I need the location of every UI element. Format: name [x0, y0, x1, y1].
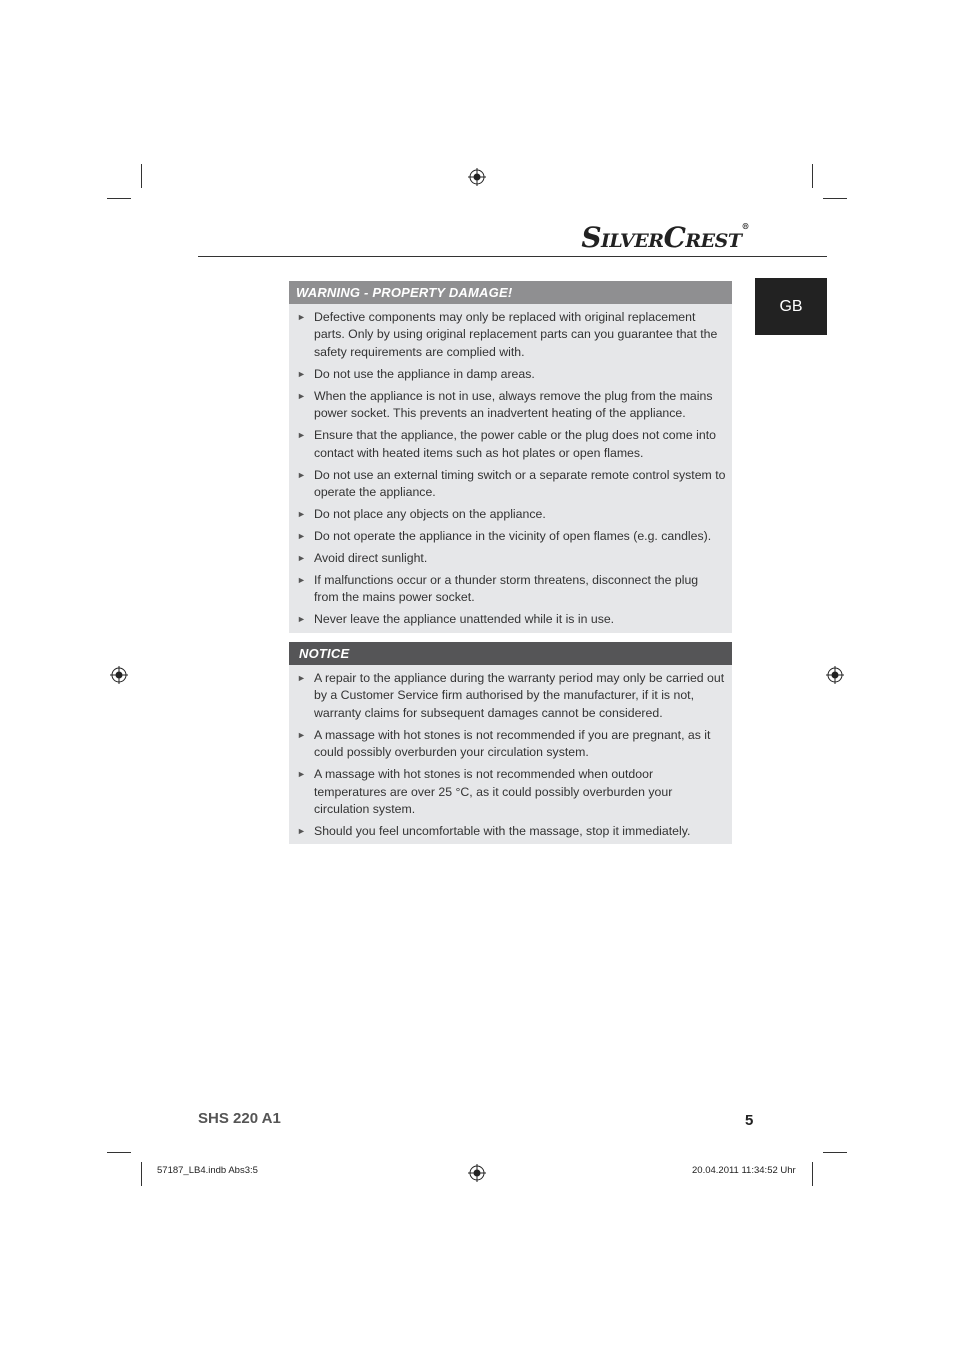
- list-item: [297, 388, 726, 423]
- list-item-text: Do not place any objects on the appliance.: [314, 507, 546, 522]
- list-item: [297, 572, 726, 607]
- brand-logo: [581, 221, 749, 254]
- crop-mark-bottom-right-vertical: [812, 1162, 813, 1186]
- triangle-bullet-icon: ►: [297, 368, 306, 379]
- list-item: [297, 309, 726, 361]
- list-item: [297, 506, 726, 523]
- notice-list: [289, 665, 732, 844]
- triangle-bullet-icon: ►: [297, 312, 306, 322]
- triangle-bullet-icon: ►: [297, 826, 306, 837]
- list-item: [297, 467, 726, 502]
- logo-letter: C: [663, 221, 686, 254]
- crop-mark-bottom-left-vertical: [141, 1162, 142, 1186]
- list-item-text: A massage with hot stones is not recommended if you are pregnant, as it could possibly overburden your circulation system.: [314, 727, 711, 760]
- crop-mark-bottom-left-horizontal: [107, 1152, 131, 1153]
- warning-box: [289, 281, 732, 633]
- list-item: [297, 727, 726, 762]
- triangle-bullet-icon: ►: [297, 729, 306, 740]
- list-item: [297, 366, 726, 383]
- list-item: [297, 611, 726, 628]
- registration-mark-icon: [826, 666, 844, 684]
- crop-mark-top-left-vertical: [141, 164, 142, 188]
- triangle-bullet-icon: ►: [297, 673, 306, 683]
- crop-mark-bottom-right-horizontal: [823, 1152, 847, 1153]
- list-item-text: Should you feel uncomfortable with the massage, stop it immediately.: [314, 824, 691, 839]
- notice-box: [289, 642, 732, 844]
- triangle-bullet-icon: ►: [297, 769, 306, 780]
- list-item-text: Do not use the appliance in damp areas.: [314, 366, 535, 381]
- list-item-text: Do not use an external timing switch or a separate remote control system to operate the appliance.: [314, 467, 726, 500]
- list-item-text: Avoid direct sunlight.: [314, 551, 428, 566]
- notice-title: NOTICE: [289, 642, 732, 665]
- logo-letters: ILVER: [601, 230, 664, 252]
- language-tab: GB: [755, 278, 827, 335]
- registration-mark-icon: [110, 666, 128, 684]
- slug-timestamp: 20.04.2011 11:34:52 Uhr: [692, 1165, 796, 1176]
- triangle-bullet-icon: ►: [297, 614, 306, 625]
- triangle-bullet-icon: ►: [297, 430, 306, 441]
- list-item-text: A massage with hot stones is not recommended when outdoor temperatures are over 25 °C, as it could possibly overburden your circulation system.: [314, 767, 673, 817]
- list-item: [297, 670, 726, 722]
- slug-file: 57187_LB4.indb Abs3:5: [157, 1165, 258, 1176]
- list-item-text: Defective components may only be replaced with original replacement parts. Only by using original replacement parts can you guarantee that the safety requirements are complied with.: [314, 310, 718, 359]
- warning-title: WARNING - PROPERTY DAMAGE!: [289, 281, 732, 304]
- list-item: [297, 427, 726, 462]
- list-item: [297, 550, 726, 567]
- page-number: 5: [745, 1112, 754, 1129]
- registration-mark-icon: [468, 1164, 486, 1182]
- crop-mark-top-left-horizontal: [107, 198, 131, 199]
- model-number: SHS 220 A1: [198, 1110, 281, 1127]
- list-item: [297, 528, 726, 545]
- list-item-text: If malfunctions occur or a thunder storm threatens, disconnect the plug from the mains power socket.: [314, 573, 699, 605]
- registration-mark-icon: [468, 168, 486, 186]
- list-item-text: Do not operate the appliance in the vicinity of open flames (e.g. candles).: [314, 529, 712, 544]
- list-item: [297, 823, 726, 840]
- list-item-text: A repair to the appliance during the warranty period may only be carried out by a Customer Service firm authorised by the manufacturer, if it is not, warranty claims for subsequent damages cannot be considered.: [314, 671, 725, 720]
- list-item-text: When the appliance is not in use, always remove the plug from the mains power socket. This prevents an inadvertent heating of the appliance.: [314, 388, 713, 421]
- logo-letter: S: [581, 221, 602, 254]
- triangle-bullet-icon: ►: [297, 531, 306, 542]
- triangle-bullet-icon: ►: [297, 390, 306, 401]
- triangle-bullet-icon: ►: [297, 469, 306, 480]
- triangle-bullet-icon: ►: [297, 553, 306, 564]
- list-item-text: Never leave the appliance unattended while it is in use.: [314, 612, 615, 627]
- warning-list: [289, 304, 732, 633]
- list-item: [297, 766, 726, 818]
- registered-mark: ®: [741, 221, 749, 231]
- triangle-bullet-icon: ►: [297, 575, 306, 586]
- list-item-text: Ensure that the appliance, the power cable or the plug does not come into contact with heated items such as hot plates or open flames.: [314, 428, 716, 460]
- logo-letters: REST: [685, 230, 742, 252]
- triangle-bullet-icon: ►: [297, 509, 306, 520]
- crop-mark-top-right-horizontal: [823, 198, 847, 199]
- crop-mark-top-right-vertical: [812, 164, 813, 188]
- header-rule: [198, 256, 827, 257]
